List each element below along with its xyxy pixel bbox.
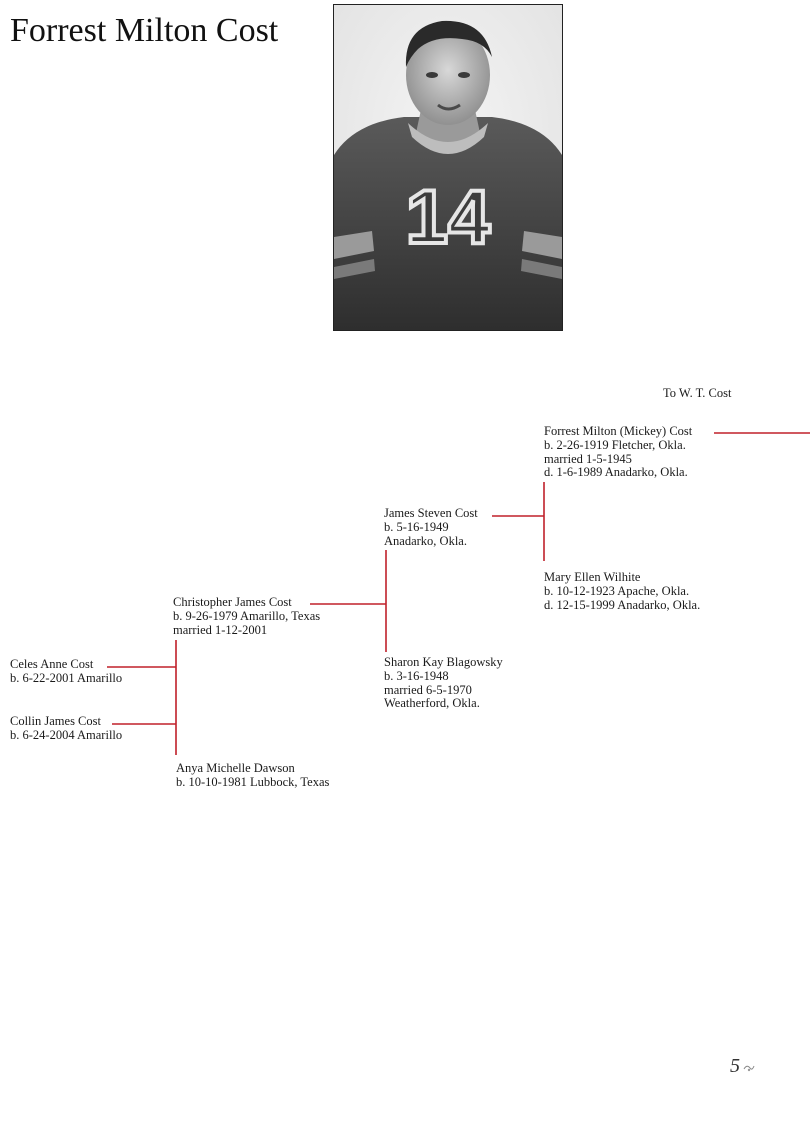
page-number: 5: [730, 1055, 740, 1077]
person-name: Sharon Kay Blagowsky: [384, 655, 503, 669]
person-birth: b. 9-26-1979 Amarillo, Texas: [173, 608, 321, 623]
person-name: Celes Anne Cost: [10, 657, 94, 671]
person-forrest-milton-cost: [544, 425, 692, 480]
person-birth: b. 5-16-1949: [384, 519, 449, 534]
person-marriage: married 6-5-1970: [384, 682, 472, 697]
person-name: Anya Michelle Dawson: [176, 761, 295, 775]
parent-reference-note: To W. T. Cost: [663, 386, 732, 400]
person-marriage: married 1-12-2001: [173, 622, 268, 637]
person-marriage: married 1-5-1945: [544, 451, 632, 466]
person-birth: b. 10-12-1923 Apache, Okla.: [544, 583, 690, 598]
person-birthplace: Anadarko, Okla.: [384, 533, 467, 548]
person-christopher-james-cost: [173, 596, 320, 637]
person-celes-anne-cost: [10, 658, 122, 686]
person-death: d. 12-15-1999 Anadarko, Okla.: [544, 597, 701, 612]
person-name: James Steven Cost: [384, 506, 478, 520]
person-name: Christopher James Cost: [173, 595, 292, 609]
person-birth: b. 6-24-2004 Amarillo: [10, 727, 123, 742]
person-sharon-kay-blagowsky: [384, 656, 503, 711]
person-anya-michelle-dawson: [176, 762, 329, 790]
person-birth: b. 6-22-2001 Amarillo: [10, 670, 123, 685]
person-name: Collin James Cost: [10, 714, 101, 728]
jersey-number: 14: [405, 175, 491, 260]
person-collin-james-cost: [10, 715, 122, 743]
person-birth: b. 3-16-1948: [384, 668, 449, 683]
person-name: Mary Ellen Wilhite: [544, 570, 641, 584]
football-player-portrait: [334, 5, 562, 330]
flourish-ornament-icon: [743, 1063, 755, 1073]
person-birth: b. 2-26-1919 Fletcher, Okla.: [544, 437, 686, 452]
person-name: Forrest Milton (Mickey) Cost: [544, 424, 693, 438]
portrait-photo: [333, 4, 563, 331]
person-death: d. 1-6-1989 Anadarko, Okla.: [544, 465, 688, 480]
person-birth: b. 10-10-1981 Lubbock, Texas: [176, 774, 330, 789]
page-title: Forrest Milton Cost: [10, 12, 279, 49]
person-birthplace: Weatherford, Okla.: [384, 696, 480, 711]
person-james-steven-cost: [384, 507, 478, 548]
person-mary-ellen-wilhite: [544, 571, 700, 612]
